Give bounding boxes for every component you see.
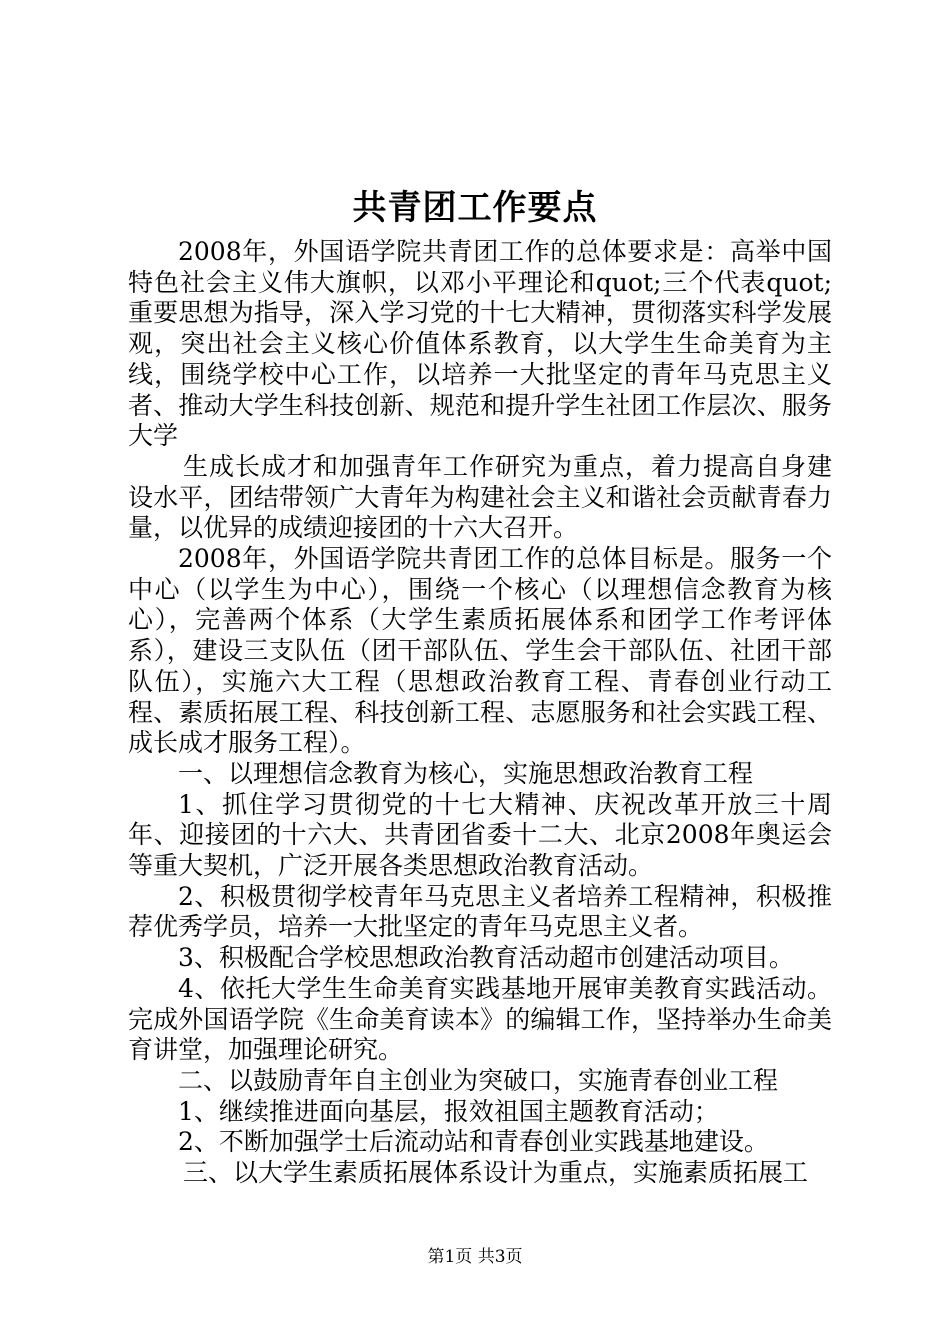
document-title: 共青团工作要点 (352, 188, 598, 228)
page-number-footer: 第1页 共3页 (427, 1247, 523, 1267)
list-item-2-2: 2、不断加强学士后流动站和青春创业实践基地建设。 (178, 1127, 769, 1157)
document-body (128, 237, 832, 1189)
list-item-1-1: 1、抓住学习贯彻党的十七大精神、庆祝改革开放三十周年、迎接团的十六大、共青团省委十二大、北京2008年奥运会等重大契机，广泛开展各类思想政治教育活动。 (128, 789, 832, 881)
paragraph-continuation: 生成长成才和加强青年工作研究为重点，着力提高自身建设水平，团结带领广大青年为构建社会主义和谐社会贡献青春力量，以优异的成绩迎接团的十六大召开。 (128, 451, 832, 543)
list-item-1-4: 4、依托大学生生命美育实践基地开展审美教育实践活动。完成外国语学院《生命美育读本》的编辑工作，坚持举办生命美育讲堂，加强理论研究。 (128, 973, 832, 1065)
list-item-1-3: 3、积极配合学校思想政治教育活动超市创建活动项目。 (178, 943, 794, 973)
section-heading-2: 二、以鼓励青年自主创业为突破口，实施青春创业工程 (178, 1065, 779, 1095)
section-heading-3: 三、以大学生素质拓展体系设计为重点，实施素质拓展工 (183, 1158, 809, 1188)
section-heading-1: 一、以理想信念教育为核心，实施思想政治教育工程 (178, 758, 754, 788)
paragraph-overall-requirement: 2008年，外国语学院共青团工作的总体要求是：高举中国特色社会主义伟大旗帜，以邓小平理论和quot;三个代表quot;重要思想为指导，深入学习党的十七大精神，贯彻落实科学发展观，突出社会主义核心价值体系教育，以大学生生命美育为主线，围绕学校中心工作，以培养一大批坚定的青年马克思主义者、推动大学生科技创新、规范和提升学生社团工作层次、服务大学 (128, 237, 832, 451)
paragraph-overall-goal: 2008年，外国语学院共青团工作的总体目标是。服务一个中心（以学生为中心），围绕一个核心（以理想信念教育为核心），完善两个体系（大学生素质拓展体系和团学工作考评体系），建设三支队伍（团干部队伍、学生会干部队伍、社团干部队伍），实施六大工程（思想政治教育工程、青春创业行动工程、素质拓展工程、科技创新工程、志愿服务和社会实践工程、成长成才服务工程）。 (128, 544, 832, 758)
list-item-2-1: 1、继续推进面向基层，报效祖国主题教育活动； (178, 1096, 719, 1126)
list-item-1-2: 2、积极贯彻学校青年马克思主义者培养工程精神，积极推荐优秀学员，培养一大批坚定的青年马克思主义者。 (128, 881, 832, 942)
